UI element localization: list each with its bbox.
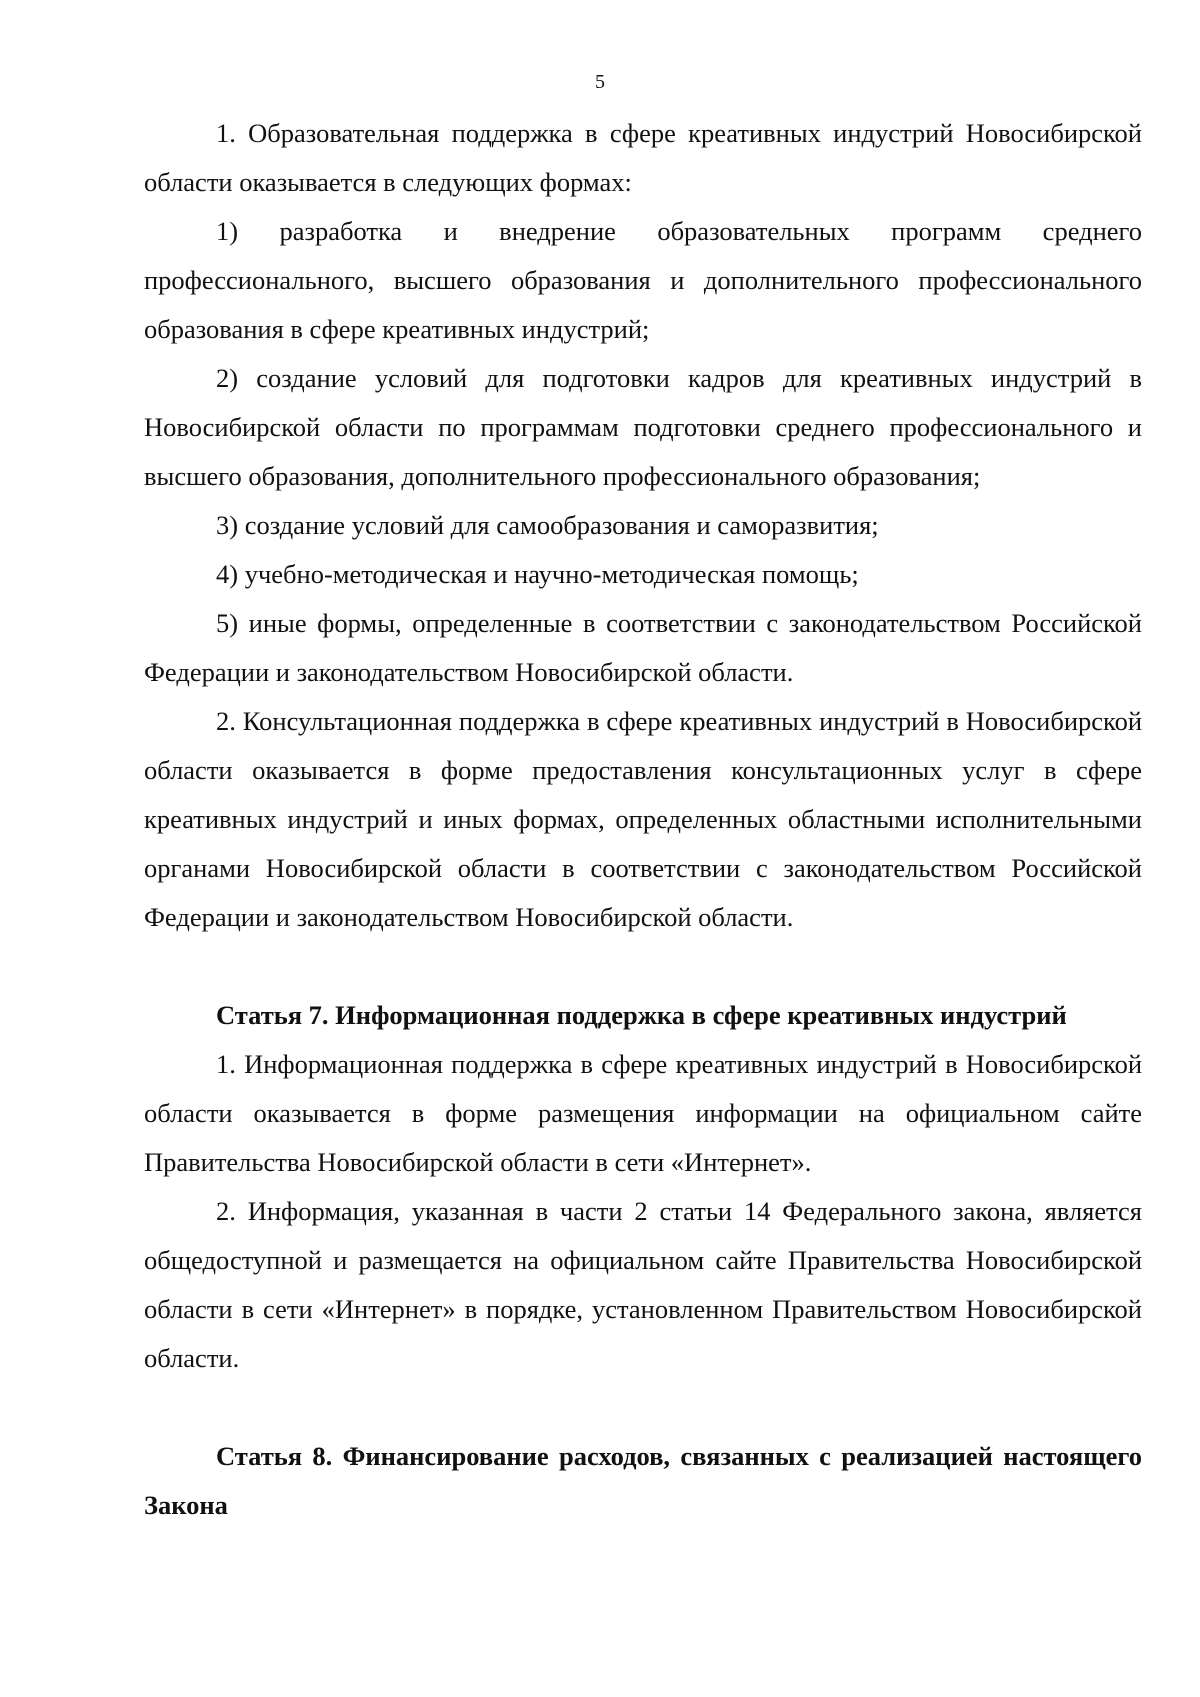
paragraph-education-support: 1. Образовательная поддержка в сфере креативных индустрий Новосибирской области оказывается в следующих формах:: [144, 118, 1142, 197]
list-item-4: 4) учебно-методическая и научно-методическая помощь;: [216, 559, 859, 589]
list-item-5: 5) иные формы, определенные в соответствии с законодательством Российской Федерации и законодательством Новосибирской области.: [144, 608, 1142, 687]
document-body: [144, 109, 1142, 1530]
list-item-3: 3) создание условий для самообразования и саморазвития;: [216, 510, 879, 540]
article-7-paragraph-2: 2. Информация, указанная в части 2 статьи 14 Федерального закона, является общедоступной и размещается на официальном сайте Правительства Новосибирской области в сети «Интернет» в порядке, установленном Правительством Новосибирской области.: [144, 1196, 1142, 1373]
list-item-1: 1) разработка и внедрение образовательных программ среднего профессионального, высшего образования и дополнительного профессионального образования в сфере креативных индустрий;: [144, 216, 1142, 344]
article-8-heading: Статья 8. Финансирование расходов, связанных с реализацией настоящего Закона: [144, 1441, 1142, 1520]
article-7-heading: Статья 7. Информационная поддержка в сфере креативных индустрий: [216, 1000, 1067, 1030]
paragraph-consulting-support: 2. Консультационная поддержка в сфере креативных индустрий в Новосибирской области оказывается в форме предоставления консультационных услуг в сфере креативных индустрий и иных формах, определенных областными исполнительными органами Новосибирской области в соответствии с законодательством Российской Федерации и законодательством Новосибирской области.: [144, 706, 1142, 932]
article-7-paragraph-1: 1. Информационная поддержка в сфере креативных индустрий в Новосибирской области оказывается в форме размещения информации на официальном сайте Правительства Новосибирской области в сети «Интернет».: [144, 1049, 1142, 1177]
page-number: 5: [595, 71, 605, 93]
list-item-2: 2) создание условий для подготовки кадров для креативных индустрий в Новосибирской области по программам подготовки среднего профессионального и высшего образования, дополнительного профессионального образования;: [144, 363, 1142, 491]
